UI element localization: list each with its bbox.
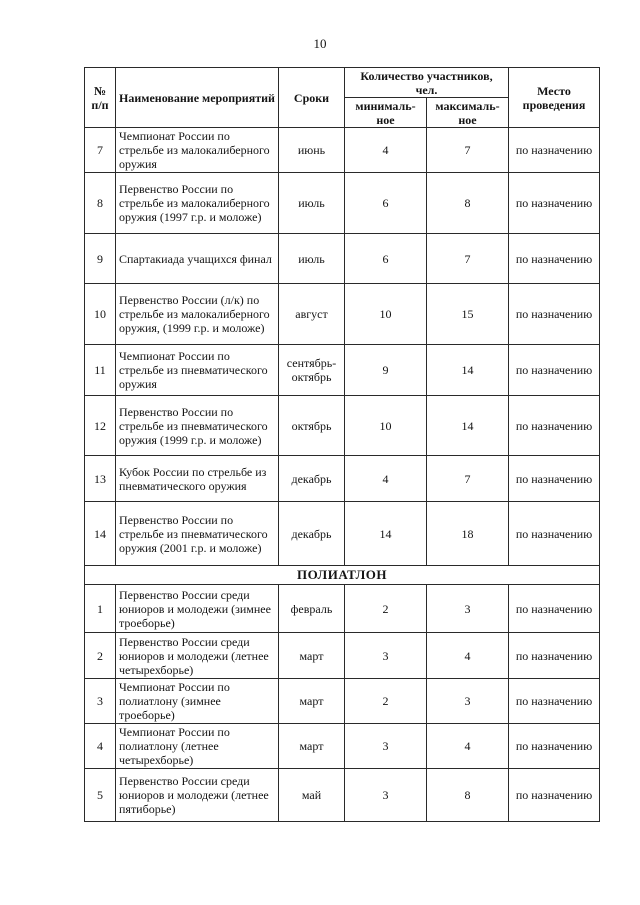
max-participants: 7 [427,128,509,173]
event-place: по назначению [509,769,600,822]
min-participants: 6 [345,173,427,234]
table-row [85,679,600,724]
row-number: 11 [85,345,116,396]
event-place: по назначению [509,128,600,173]
max-participants: 7 [427,234,509,284]
event-place: по назначению [509,456,600,502]
event-name: Спартакиада учащихся финал [116,234,279,284]
table-row [85,633,600,679]
table-row [85,234,600,284]
table-row [85,345,600,396]
event-date: май [279,769,345,822]
polyathlon-events [85,585,600,822]
event-name: Первенство России по стрельбе из пневматического оружия (1999 г.р. и моложе) [116,396,279,456]
row-number: 12 [85,396,116,456]
event-name: Первенство России (л/к) по стрельбе из малокалиберного оружия, (1999 г.р. и моложе) [116,284,279,345]
shooting-events [85,128,600,566]
events-table [84,67,600,822]
header-min: минималь-ное [345,98,427,128]
event-place: по назначению [509,679,600,724]
event-date: февраль [279,585,345,633]
max-participants: 18 [427,502,509,566]
event-date: декабрь [279,502,345,566]
event-name: Чемпионат России по стрельбе из малокалиберного оружия [116,128,279,173]
max-participants: 14 [427,396,509,456]
table-row [85,128,600,173]
event-place: по назначению [509,234,600,284]
event-date: июль [279,173,345,234]
row-number: 10 [85,284,116,345]
min-participants: 3 [345,769,427,822]
header-participants: Количество участников, чел. [345,68,509,98]
max-participants: 4 [427,724,509,769]
min-participants: 6 [345,234,427,284]
min-participants: 3 [345,724,427,769]
event-date: июль [279,234,345,284]
row-number: 7 [85,128,116,173]
table-row [85,769,600,822]
event-place: по назначению [509,633,600,679]
max-participants: 3 [427,679,509,724]
row-number: 13 [85,456,116,502]
row-number: 3 [85,679,116,724]
max-participants: 8 [427,173,509,234]
header-max: максималь-ное [427,98,509,128]
max-participants: 15 [427,284,509,345]
event-name: Чемпионат России по полиатлону (летнее четырехборье) [116,724,279,769]
event-date: июнь [279,128,345,173]
event-name: Первенство России среди юниоров и молодежи (зимнее троеборье) [116,585,279,633]
event-name: Чемпионат России по стрельбе из пневматического оружия [116,345,279,396]
event-place: по назначению [509,502,600,566]
row-number: 5 [85,769,116,822]
table-row [85,585,600,633]
max-participants: 14 [427,345,509,396]
table-row [85,284,600,345]
event-place: по назначению [509,345,600,396]
max-participants: 3 [427,585,509,633]
table-row [85,396,600,456]
event-name: Чемпионат России по полиатлону (зимнее троеборье) [116,679,279,724]
table-row [85,724,600,769]
event-name: Первенство России среди юниоров и молодежи (летнее четырехборье) [116,633,279,679]
header-num: № п/п [85,68,116,128]
row-number: 9 [85,234,116,284]
min-participants: 4 [345,456,427,502]
header-name: Наименование мероприятий [116,68,279,128]
event-date: декабрь [279,456,345,502]
event-place: по назначению [509,724,600,769]
row-number: 4 [85,724,116,769]
event-name: Кубок России по стрельбе из пневматического оружия [116,456,279,502]
table-row [85,502,600,566]
table-row [85,456,600,502]
event-name: Первенство России по стрельбе из малокалиберного оружия (1997 г.р. и моложе) [116,173,279,234]
min-participants: 9 [345,345,427,396]
event-date: сентябрь-октябрь [279,345,345,396]
event-date: март [279,724,345,769]
section-title: ПОЛИАТЛОН [85,566,600,585]
row-number: 8 [85,173,116,234]
event-date: март [279,679,345,724]
event-name: Первенство России среди юниоров и молодежи (летнее пятиборье) [116,769,279,822]
table-row [85,173,600,234]
event-date: август [279,284,345,345]
max-participants: 7 [427,456,509,502]
page-number: 10 [313,36,327,51]
row-number: 2 [85,633,116,679]
event-date: октябрь [279,396,345,456]
event-name: Первенство России по стрельбе из пневматического оружия (2001 г.р. и моложе) [116,502,279,566]
section-polyathlon [85,566,600,585]
min-participants: 10 [345,396,427,456]
header-place: Место проведения [509,68,600,128]
event-place: по назначению [509,284,600,345]
min-participants: 10 [345,284,427,345]
event-place: по назначению [509,396,600,456]
event-date: март [279,633,345,679]
min-participants: 2 [345,679,427,724]
event-place: по назначению [509,585,600,633]
min-participants: 14 [345,502,427,566]
max-participants: 4 [427,633,509,679]
row-number: 1 [85,585,116,633]
min-participants: 3 [345,633,427,679]
min-participants: 2 [345,585,427,633]
min-participants: 4 [345,128,427,173]
max-participants: 8 [427,769,509,822]
event-place: по назначению [509,173,600,234]
row-number: 14 [85,502,116,566]
header-dates: Сроки [279,68,345,128]
